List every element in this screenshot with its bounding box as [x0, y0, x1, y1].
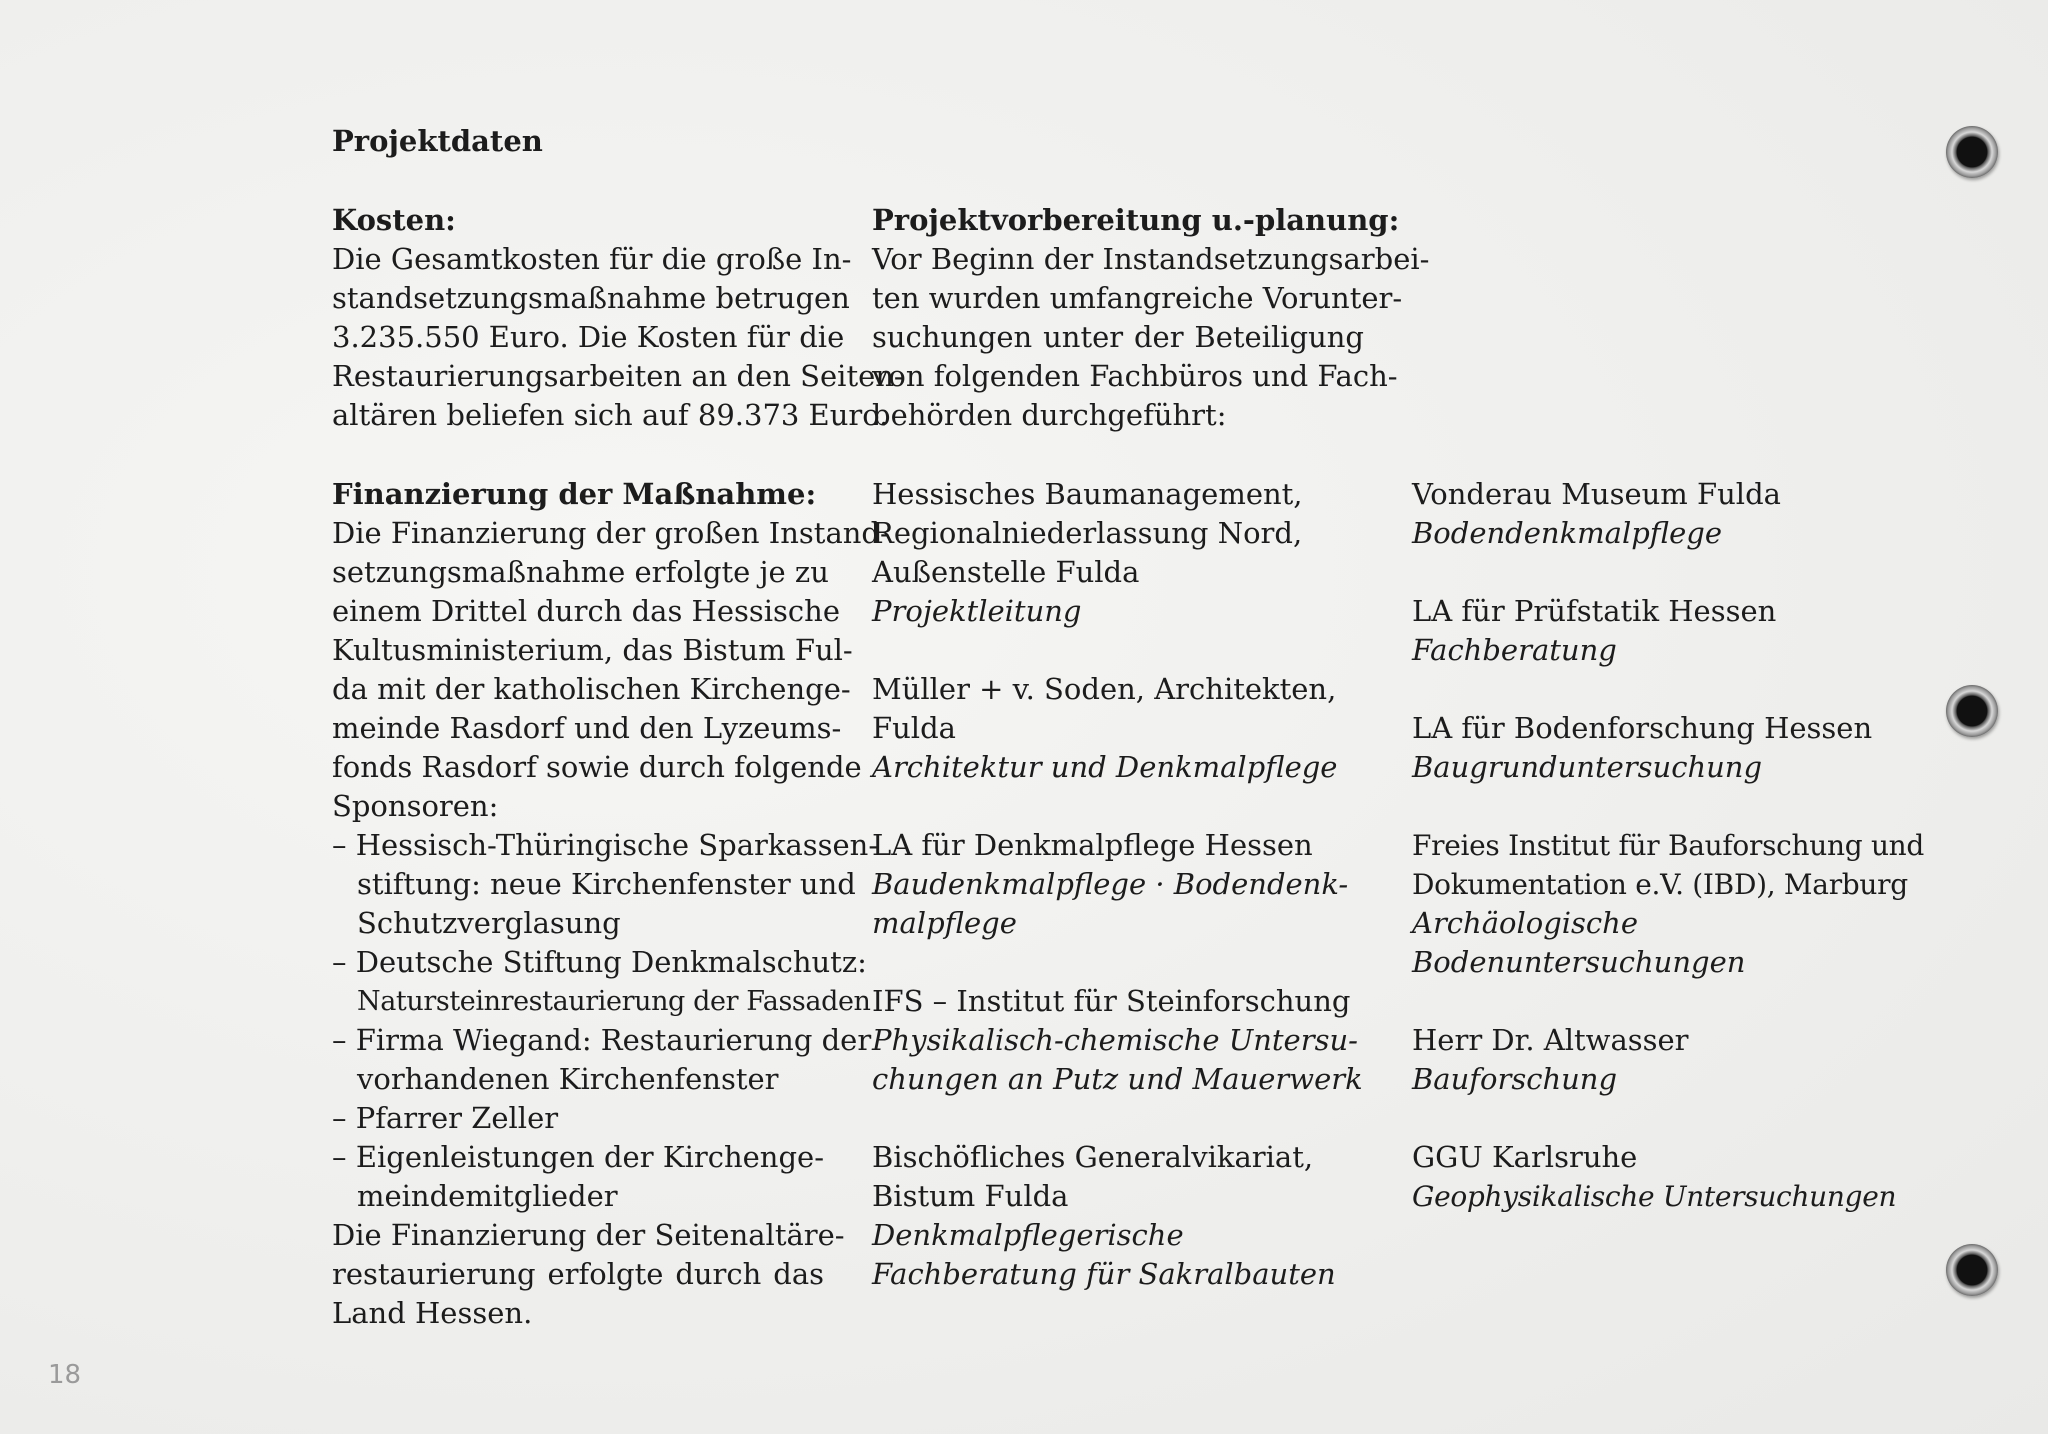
kosten-line: Die Gesamtkosten für die große In-	[332, 242, 852, 276]
sponsor-item: Schutzverglasung	[357, 906, 621, 940]
binder-hole-icon	[1946, 1244, 1998, 1296]
kosten-line: Restaurierungsarbeiten an den Seiten-	[332, 359, 904, 393]
projektvorbereitung-line: suchungen unter der Beteiligung	[872, 320, 1364, 354]
partner-name: GGU Karlsruhe	[1412, 1140, 1638, 1174]
binder-hole-icon	[1946, 126, 1998, 178]
sponsor-item: – Eigenleistungen der Kirchenge-	[332, 1140, 824, 1174]
finanzierung-heading: Finanzierung der Maßnahme:	[332, 477, 817, 511]
kosten-line: 3.235.550 Euro. Die Kosten für die	[332, 320, 845, 354]
partner-name: Regionalniederlassung Nord,	[872, 516, 1303, 550]
sponsor-item: – Hessisch-Thüringische Sparkassen-	[332, 828, 879, 862]
projektvorbereitung-line: ten wurden umfangreiche Vorunter-	[872, 281, 1403, 315]
partner-role: Bodenuntersuchungen	[1412, 945, 1746, 979]
finanzierung-line: meinde Rasdorf und den Lyzeums-	[332, 711, 842, 745]
partner-role: Archäologische	[1412, 906, 1639, 940]
kosten-line: standsetzungsmaßnahme betrugen	[332, 281, 850, 315]
sponsor-item: – Firma Wiegand: Restaurierung der	[332, 1023, 872, 1057]
partner-role: Baudenkmalpflege · Bodendenk-	[872, 867, 1349, 901]
partner-name: LA für Bodenforschung Hessen	[1412, 711, 1873, 745]
partner-name: LA für Prüfstatik Hessen	[1412, 594, 1777, 628]
partner-name: Außenstelle Fulda	[872, 555, 1140, 589]
partner-role: Projektleitung	[872, 594, 1082, 628]
finanzierung-line: Die Finanzierung der großen Instand-	[332, 516, 890, 550]
sponsor-item: Natursteinrestaurierung der Fassaden	[357, 986, 871, 1017]
finanzierung-closing-line: Land Hessen.	[332, 1296, 533, 1330]
sponsor-item: vorhandenen Kirchenfenster	[357, 1062, 779, 1096]
partner-role: Architektur und Denkmalpflege	[872, 750, 1338, 784]
partner-role: malpflege	[872, 906, 1017, 940]
partner-role: Fachberatung	[1412, 633, 1617, 667]
partner-name: Fulda	[872, 711, 956, 745]
partner-role: Geophysikalische Untersuchungen	[1412, 1180, 1897, 1213]
partner-name: Dokumentation e.V. (IBD), Marburg	[1412, 868, 1908, 901]
projektvorbereitung-heading: Projektvorbereitung u.-planung:	[872, 203, 1400, 237]
sponsor-item: – Deutsche Stiftung Denkmalschutz:	[332, 945, 867, 979]
partner-name: Bistum Fulda	[872, 1179, 1069, 1213]
partner-name: Herr Dr. Altwasser	[1412, 1023, 1689, 1057]
finanzierung-closing-line: Die Finanzierung der Seitenaltäre-	[332, 1218, 845, 1252]
finanzierung-line: da mit der katholischen Kirchenge-	[332, 672, 851, 706]
finanzierung-closing-line: restaurierung erfolgte durch das	[332, 1257, 824, 1291]
sponsor-item: – Pfarrer Zeller	[332, 1101, 559, 1135]
partner-name: Vonderau Museum Fulda	[1412, 477, 1781, 511]
partner-name: Hessisches Baumanagement,	[872, 477, 1303, 511]
partner-role: Baugrunduntersuchung	[1412, 750, 1763, 784]
finanzierung-line: einem Drittel durch das Hessische	[332, 594, 840, 628]
sponsor-item: stiftung: neue Kirchenfenster und	[357, 867, 856, 901]
partner-role: Bauforschung	[1412, 1062, 1618, 1096]
finanzierung-line: fonds Rasdorf sowie durch folgende	[332, 750, 862, 784]
partner-role: Denkmalpflegerische	[872, 1218, 1184, 1252]
sponsor-item: meindemitglieder	[357, 1179, 618, 1213]
partner-role: Physikalisch-chemische Untersu-	[872, 1023, 1358, 1057]
binder-hole-icon	[1946, 685, 1998, 737]
kosten-line: altären beliefen sich auf 89.373 Euro.	[332, 398, 889, 432]
partner-role: Fachberatung für Sakralbauten	[872, 1257, 1336, 1291]
partner-name: Bischöfliches Generalvikariat,	[872, 1140, 1314, 1174]
finanzierung-line: Kultusministerium, das Bistum Ful-	[332, 633, 853, 667]
page-number: 18	[48, 1360, 82, 1390]
finanzierung-line: Sponsoren:	[332, 789, 499, 823]
partner-name: Müller + v. Soden, Architekten,	[872, 672, 1337, 706]
projektvorbereitung-line: Vor Beginn der Instandsetzungsarbei-	[872, 242, 1430, 276]
page-title: Projektdaten	[332, 124, 543, 158]
partner-name: IFS – Institut für Steinforschung	[872, 984, 1351, 1018]
finanzierung-line: setzungsmaßnahme erfolgte je zu	[332, 555, 829, 589]
partner-name: Freies Institut für Bauforschung und	[1412, 829, 1925, 862]
kosten-heading: Kosten:	[332, 203, 456, 237]
projektvorbereitung-line: von folgenden Fachbüros und Fach-	[872, 359, 1398, 393]
partner-name: LA für Denkmalpflege Hessen	[872, 828, 1313, 862]
partner-role: chungen an Putz und Mauerwerk	[872, 1062, 1363, 1096]
partner-role: Bodendenkmalpflege	[1412, 516, 1723, 550]
projektvorbereitung-line: behörden durchgeführt:	[872, 398, 1227, 432]
